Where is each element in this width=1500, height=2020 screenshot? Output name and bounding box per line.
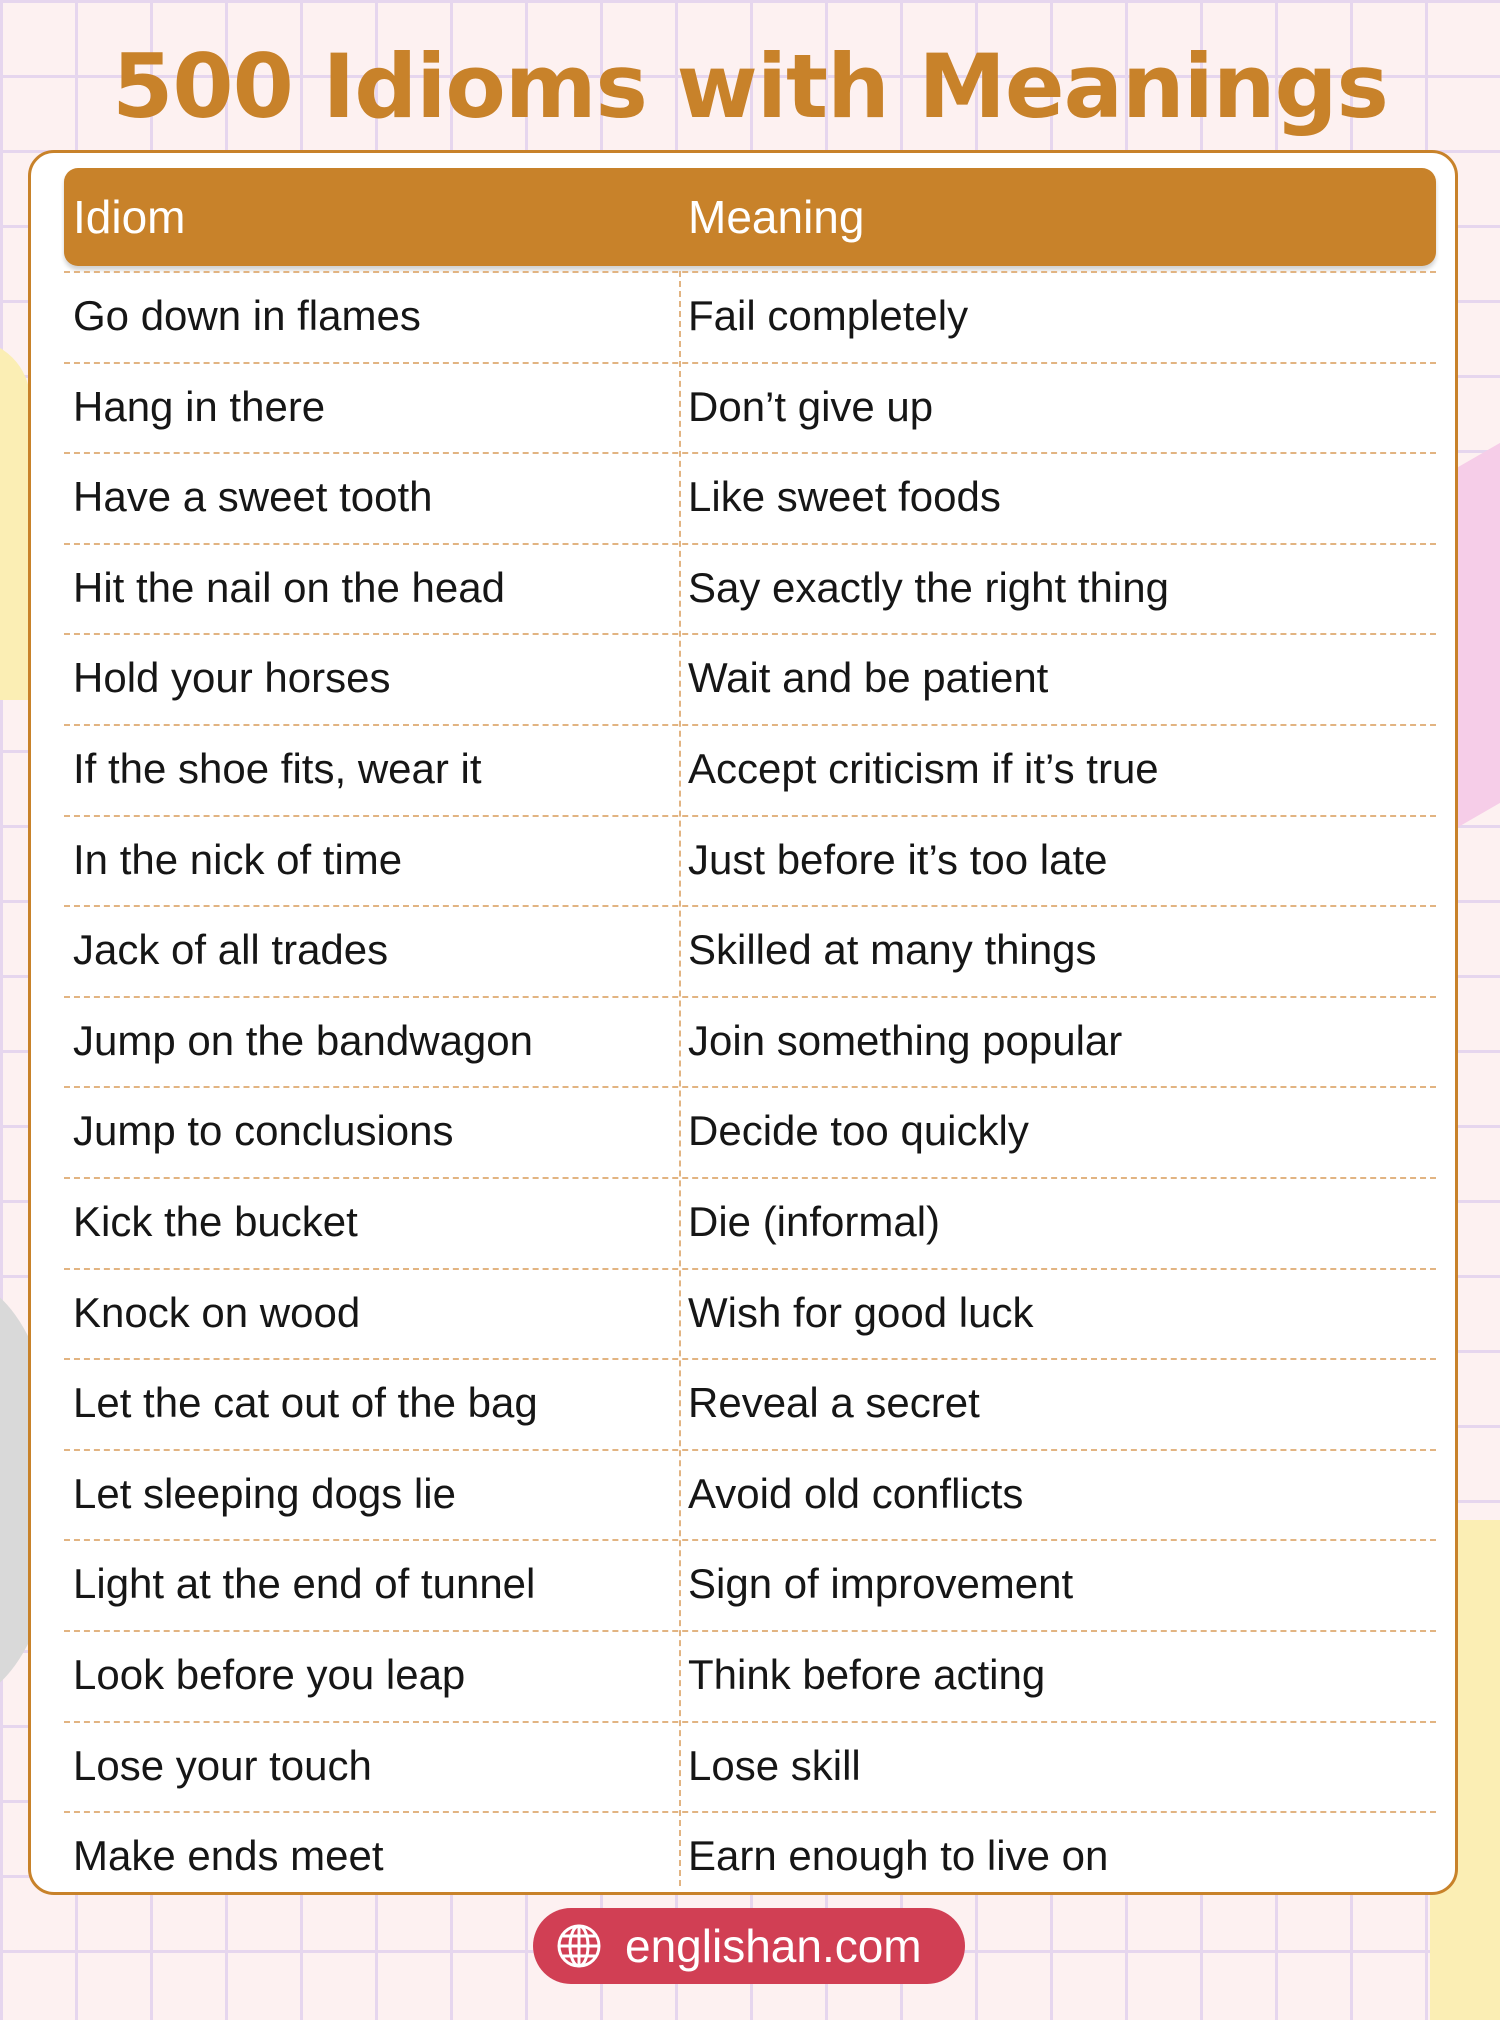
idiom-cell: Jack of all trades [73,926,389,974]
table-row [64,1630,1436,1721]
meaning-cell: Earn enough to live on [688,1832,1109,1880]
meaning-cell: Don’t give up [688,382,934,430]
meaning-cell: Like sweet foods [688,473,1001,521]
idiom-cell: Let the cat out of the bag [73,1379,538,1427]
idiom-cell: Jump to conclusions [73,1107,454,1155]
idiom-cell: Let sleeping dogs lie [73,1469,456,1517]
meaning-cell: Accept criticism if it’s true [688,744,1159,792]
website-url: englishan.com [625,1920,922,1972]
table-row [64,543,1436,634]
idiom-cell: In the nick of time [73,835,403,883]
idiom-cell: Light at the end of tunnel [73,1560,536,1608]
table-row [64,1721,1436,1812]
meaning-cell: Say exactly the right thing [688,563,1169,611]
table-row [64,1449,1436,1540]
meaning-cell: Think before acting [688,1650,1046,1698]
table-body [64,271,1436,1902]
meaning-cell: Skilled at many things [688,926,1097,974]
table-row [64,1177,1436,1268]
table-row [64,1268,1436,1359]
idiom-table-card [28,150,1458,1895]
idiom-cell: Hold your horses [73,654,391,702]
idiom-cell: Go down in flames [73,292,421,339]
meaning-cell: Lose skill [688,1741,861,1789]
globe-icon [555,1922,603,1970]
meaning-cell: Decide too quickly [688,1107,1029,1155]
meaning-cell: Die (informal) [688,1197,941,1245]
idiom-cell: Make ends meet [73,1832,384,1880]
table-row [64,362,1436,453]
meaning-cell: Join something popular [688,1016,1123,1064]
idiom-cell: Knock on wood [73,1288,361,1336]
table-row [64,1358,1436,1449]
table-row [64,1539,1436,1630]
meaning-cell: Wish for good luck [688,1288,1034,1336]
meaning-cell: Just before it’s too late [688,835,1108,883]
meaning-cell: Reveal a secret [688,1379,980,1427]
idiom-cell: Look before you leap [73,1650,466,1698]
decor-yellow-shape-left [0,340,30,700]
table-row [64,905,1436,996]
idiom-cell: Hit the nail on the head [73,563,505,611]
page-title: 500 Idioms with Meanings [112,35,1388,138]
header-meaning: Meaning [688,191,865,243]
meaning-cell: Fail completely [688,292,969,339]
idiom-cell: Have a sweet tooth [73,473,433,521]
idiom-cell: Jump on the bandwagon [73,1016,534,1064]
meaning-cell: Avoid old conflicts [688,1469,1024,1517]
table-header [64,168,1436,266]
idiom-cell: Kick the bucket [73,1197,358,1245]
meaning-cell: Wait and be patient [688,654,1049,702]
table-row [64,996,1436,1087]
table-row [64,815,1436,906]
table-row [64,1086,1436,1177]
table-row [64,1811,1436,1902]
table-row [64,452,1436,543]
table-row [64,633,1436,724]
website-badge[interactable] [533,1908,965,1984]
table-row [64,724,1436,815]
idiom-cell: If the shoe fits, wear it [73,744,482,792]
header-idiom: Idiom [73,191,186,243]
idiom-cell: Hang in there [73,382,326,430]
table-row [64,271,1436,362]
meaning-cell: Sign of improvement [688,1560,1074,1608]
idiom-cell: Lose your touch [73,1741,372,1789]
